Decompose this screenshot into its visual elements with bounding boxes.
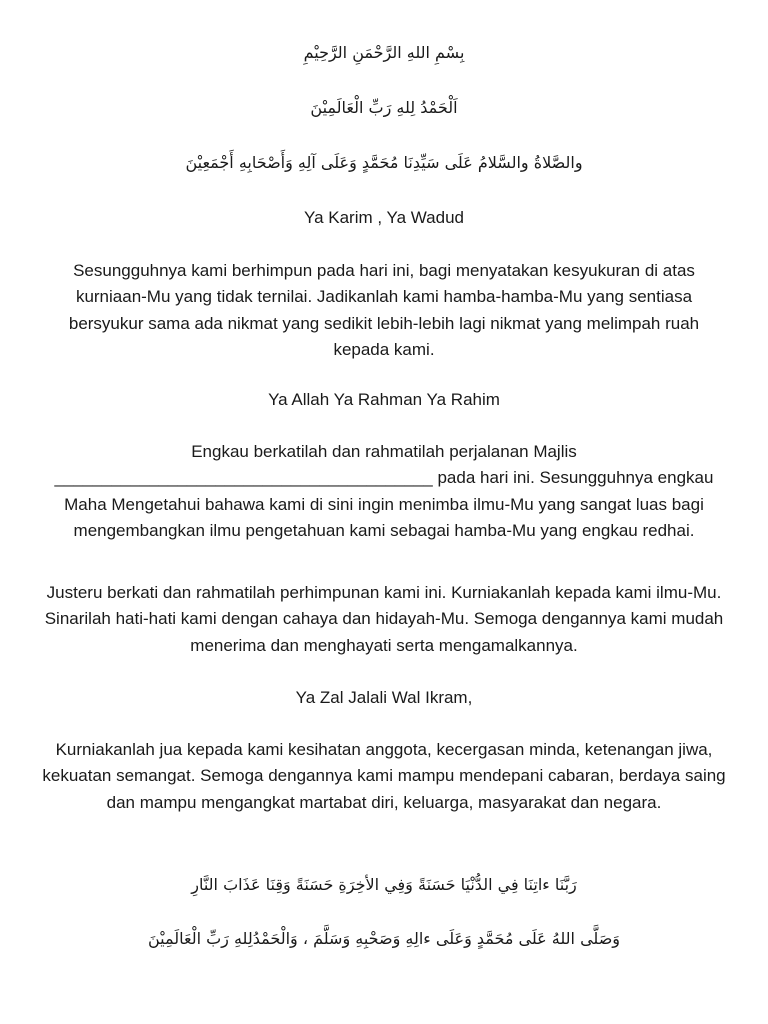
invocation-allah: Ya Allah Ya Rahman Ya Rahim bbox=[268, 390, 500, 409]
closing-line: وَصَلَّى اللهُ عَلَى مُحَمَّدٍ وَعَلَى ءالِهِ وَصَحْبِهِ وَسَلَّمَ ، وَالْحَمْدُلِلهِ رَبِّ الْعَالَمِيْنَ bbox=[147, 929, 621, 948]
salawat-line: والصَّلاةُ والسَّلامُ عَلَى سَيِّدِنَا مُحَمَّدٍ وَعَلَى آلِهِ وَأَصْحَابِهِ أَجْمَعِيْنَ bbox=[185, 153, 583, 172]
invocation-zal-jalali: Ya Zal Jalali Wal Ikram, bbox=[295, 688, 473, 707]
paragraph-health-strength: Kurniakanlah jua kepada kami kesihatan anggota, kecergasan minda, ketenangan jiwa, kekuatan semangat. Semoga dengannya kami mampu mendepani cabaran, berdaya saing dan mampu mengangkat martabat diri, keluarga, masyarakat dan negara. bbox=[42, 740, 726, 812]
hamdalah-line: اَلْحَمْدُ لِلهِ رَبِّ الْعَالَمِيْنَ bbox=[310, 98, 458, 117]
paragraph-majlis-blessing: Engkau berkatilah dan rahmatilah perjalanan Majlis ________________________________________ pada hari ini. Sesungguhnya engkau Maha Mengetahui bahawa kami di sini ingin menimba ilmu-Mu yang sangat luas bagi mengembangkan ilmu pengetahuan kami sebagai hamba-Mu yang engkau redhai. bbox=[54, 442, 714, 540]
rabbana-line: رَبَّنَا ءاتِنَا فِي الدُّنْيَا حَسَنَةً وَفِي الأخِرَةِ حَسَنَةً وَقِنَا عَذَابَ النَّارِ bbox=[191, 875, 577, 894]
paragraph-gathering-blessing: Justeru berkati dan rahmatilah perhimpunan kami ini. Kurniakanlah kepada kami ilmu-Mu. Sinarilah hati-hati kami dengan cahaya dan hidayah-Mu. Semoga dengannya kami mudah menerima dan menghayati serta mengamalkannya. bbox=[44, 583, 724, 655]
paragraph-gratitude: Sesungguhnya kami berhimpun pada hari ini, bagi menyatakan kesyukuran di atas kurniaan-Mu yang tidak ternilai. Jadikanlah kami hamba-hamba-Mu yang sentiasa bersyukur sama ada nikmat yang sedikit lebih-lebih lagi nikmat yang melimpah ruah kepada kami. bbox=[68, 261, 700, 359]
basmalah-line: بِسْمِ اللهِ الرَّحْمَنِ الرَّحِيْمِ bbox=[303, 43, 465, 62]
invocation-karim: Ya Karim , Ya Wadud bbox=[304, 208, 464, 227]
